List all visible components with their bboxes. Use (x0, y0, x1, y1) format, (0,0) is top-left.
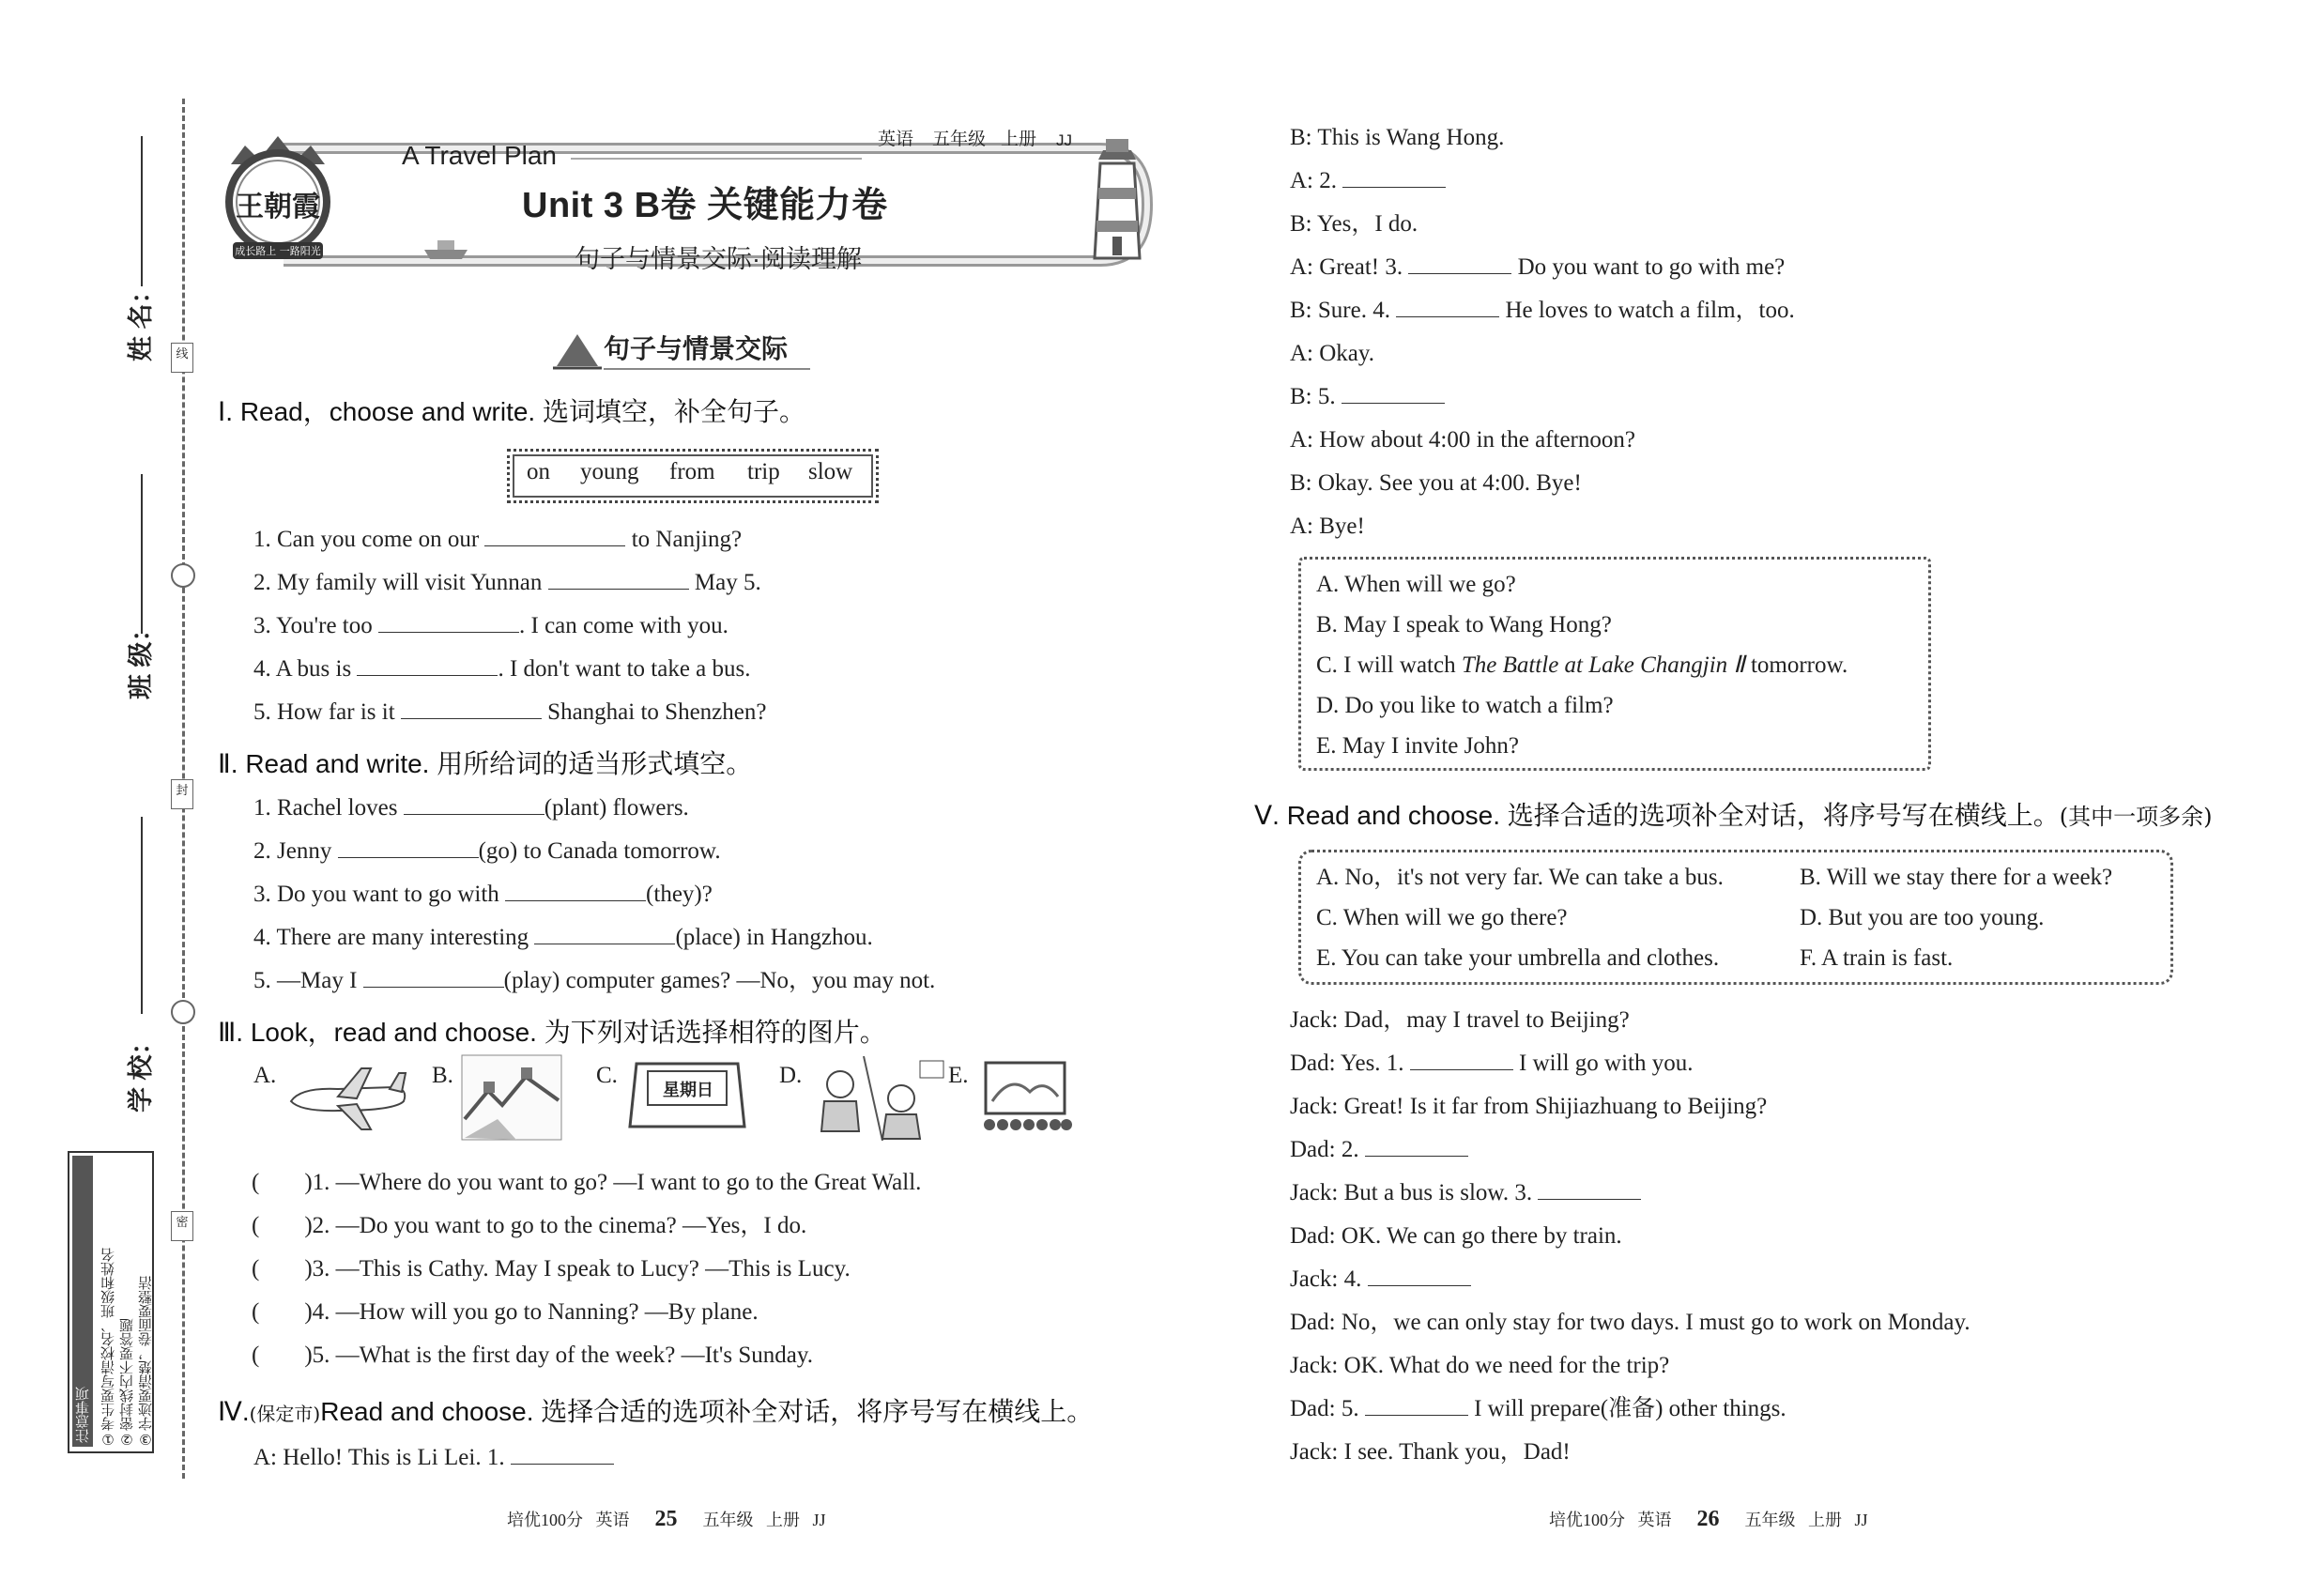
question-item: ( )5. —What is the first day of the week? —It's Sunday. (252, 1343, 813, 1368)
unit-topic: A Travel Plan (402, 141, 557, 170)
dialog-line: Jack: Great! Is it far from Shijiazhuang to Beijing? (1290, 1094, 1768, 1119)
question-item: ( )2. —Do you want to go to the cinema? —Yes，I do. (252, 1213, 807, 1238)
page-subtitle: 句子与情景交际·阅读理解 (575, 245, 862, 273)
header-meta-code: JJ (1056, 131, 1072, 149)
calendar-text: 星期日 (663, 1081, 713, 1100)
section-banner (549, 329, 831, 376)
header-meta-grade: 五年级 (932, 130, 987, 149)
answer-blank[interactable] (511, 1447, 614, 1465)
page-title: Unit 3 B卷 关键能力卷 (522, 186, 888, 225)
dialog-line: Dad: Yes. 1. I will go with you. (1290, 1051, 1694, 1076)
section-2-heading: Ⅱ. Read and write. 用所给词的适当形式填空。 (218, 749, 753, 778)
dialog-line: Dad: 5. I will prepare(准备) other things. (1290, 1396, 1786, 1421)
question-item: 4. A bus is . I don't want to take a bus. (253, 656, 751, 682)
dialog-line: B: Yes，I do. (1290, 211, 1418, 237)
option-item: E. May I invite John? (1316, 733, 1519, 759)
word-bank-item: slow (808, 459, 853, 484)
answer-blank[interactable] (1342, 386, 1445, 404)
option-item: B. May I speak to Wang Hong? (1316, 612, 1612, 637)
option-item: C. When will we go there? (1316, 905, 1568, 930)
word-bank-box (507, 449, 879, 503)
question-item: ( )3. —This is Cathy. May I speak to Lucy? —This is Lucy. (252, 1256, 851, 1281)
answer-blank[interactable] (1365, 1139, 1468, 1157)
option-item: B. Will we stay there for a week? (1800, 865, 2113, 890)
option-item: D. Do you like to watch a film? (1316, 693, 1614, 718)
dialog-line: Jack: 4. (1290, 1267, 1471, 1291)
ship-icon (422, 233, 469, 268)
word-bank-item: from (669, 459, 715, 484)
header-meta-term: 上册 (1001, 130, 1037, 149)
picture-letter: C. (596, 1063, 618, 1088)
question-item: 3. Do you want to go with (they)? (253, 882, 713, 907)
cut-mark-3: 密 (171, 1211, 193, 1241)
question-item: 1. Rachel loves (plant) flowers. (253, 795, 689, 821)
option-item: E. You can take your umbrella and clothes. (1316, 945, 1720, 971)
dialog-line: A: Okay. (1290, 341, 1375, 366)
answer-blank[interactable] (338, 840, 479, 858)
class-line (141, 474, 143, 634)
answer-blank[interactable] (378, 615, 519, 633)
brand-logo (212, 131, 344, 272)
question-item: 3. You're too . I can come with you. (253, 613, 728, 638)
dialog-line: A: 2. (1290, 169, 1446, 192)
plane-picture (282, 1059, 413, 1141)
answer-blank[interactable] (548, 572, 689, 590)
word-bank-item: trip (747, 459, 780, 484)
notice-3: ③字迹要清楚，卷面要整洁 (137, 1276, 154, 1448)
dialog-line: Dad: OK. We can go there by train. (1290, 1223, 1622, 1249)
picture-letter: D. (779, 1063, 803, 1088)
answer-blank[interactable] (401, 701, 542, 719)
notice-2: ②密封线内不要答题 (118, 1318, 135, 1448)
page-number: 25 (654, 1507, 678, 1531)
footer-right: 培优100分 英语 26 五年级 上册 JJ (1549, 1507, 1868, 1531)
answer-blank[interactable] (363, 970, 504, 988)
dialog-line: B: Okay. See you at 4:00. Bye! (1290, 470, 1582, 496)
answer-blank[interactable] (1365, 1398, 1468, 1416)
dialog-line: B: This is Wang Hong. (1290, 125, 1505, 150)
section-banner-title: 句子与情景交际 (604, 334, 789, 363)
section-5-heading: Ⅴ. Read and choose. 选择合适的选项补全对话，将序号写在横线上。(其中一项多余) (1254, 801, 2213, 830)
lighthouse-icon (1080, 131, 1155, 269)
dialog-line: A: Hello! This is Li Lei. 1. (253, 1446, 614, 1469)
question-item: 1. Can you come on our to Nanjing? (253, 527, 743, 552)
logo-ribbon: 成长路上 一路阳光 (235, 245, 321, 257)
dialog-line: Dad: No，we can only stay for two days. I must go to work on Monday. (1290, 1310, 1970, 1335)
question-item: 5. —May I (play) computer games? —No，you may not. (253, 968, 936, 993)
option-item: F. A train is fast. (1800, 945, 1954, 971)
question-item: ( )1. —Where do you want to go? —I want to go to the Great Wall. (252, 1170, 922, 1195)
answer-blank[interactable] (404, 797, 544, 815)
cut-circle-2 (171, 1000, 195, 1024)
notice-1: ①考生要写清校名、班级和姓名 (100, 1248, 116, 1448)
section-1-heading: Ⅰ. Read，choose and write. 选词填空，补全句子。 (218, 397, 805, 426)
word-bank-item: young (580, 459, 639, 484)
option-item: A. No，it's not very far. We can take a bus. (1316, 865, 1724, 890)
name-label: 姓 名： (127, 278, 155, 361)
header-meta-subject: 英语 (878, 130, 914, 149)
answer-blank[interactable] (505, 883, 646, 901)
option-item: A. When will we go? (1316, 572, 1516, 597)
answer-blank[interactable] (1342, 170, 1446, 188)
dialog-line: A: How about 4:00 in the afternoon? (1290, 427, 1635, 453)
picture-letter: E. (948, 1063, 969, 1088)
question-item: 2. Jenny (go) to Canada tomorrow. (253, 838, 721, 864)
word-bank-item: on (527, 459, 550, 484)
great-wall-picture (460, 1053, 563, 1149)
dialog-line: Jack: I see. Thank you，Dad! (1290, 1439, 1571, 1465)
class-label: 班 级： (127, 616, 155, 699)
binding-strip (0, 0, 188, 1596)
section-3-heading: Ⅲ. Look，read and choose. 为下列对话选择相符的图片。 (218, 1018, 886, 1047)
question-item: 4. There are many interesting (place) in Hangzhou. (253, 925, 873, 950)
dialog-line: Jack: But a bus is slow. 3. (1290, 1181, 1641, 1205)
school-label: 学 校： (127, 1029, 155, 1113)
logo-text: 王朝霞 (236, 191, 320, 223)
notice-box (68, 1151, 154, 1453)
calendar-picture (627, 1056, 747, 1133)
dialog-line: A: Great! 3. Do you want to go with me? (1290, 254, 1786, 280)
dialog-line: Jack: OK. What do we need for the trip? (1290, 1353, 1670, 1378)
option-item: D. But you are too young. (1800, 905, 2045, 930)
answer-blank[interactable] (1396, 299, 1499, 317)
dialog-line: A: Bye! (1290, 514, 1365, 539)
answer-blank[interactable] (1410, 1052, 1513, 1070)
answer-blank[interactable] (534, 927, 675, 944)
cinema-picture (978, 1059, 1072, 1143)
question-item: ( )4. —How will you go to Nanning? —By plane. (252, 1299, 759, 1325)
footer-left: 培优100分 英语 25 五年级 上册 JJ (507, 1507, 826, 1531)
answer-blank[interactable] (1538, 1182, 1641, 1200)
section-4-heading: Ⅳ.(保定市)Read and choose. 选择合适的选项补全对话，将序号写在横线上。 (218, 1397, 1094, 1426)
question-item: 2. My family will visit Yunnan May 5. (253, 570, 761, 595)
phone-call-picture (807, 1056, 948, 1147)
dialog-line: B: 5. (1290, 385, 1445, 408)
school-line (141, 817, 143, 1014)
picture-letter: B. (432, 1063, 453, 1088)
answer-blank[interactable] (357, 658, 498, 676)
answer-blank[interactable] (1368, 1268, 1471, 1286)
picture-letter: A. (253, 1063, 277, 1088)
cut-mark-1: 线 (171, 343, 193, 373)
cut-circle-1 (171, 563, 195, 588)
answer-blank[interactable] (1408, 256, 1511, 274)
page-number: 26 (1696, 1507, 1720, 1531)
dialog-line: Jack: Dad，may I travel to Beijing? (1290, 1007, 1630, 1033)
dialog-line: B: Sure. 4. He loves to watch a film，too. (1290, 298, 1795, 323)
name-line (141, 136, 143, 286)
notice-title: 注意事项 (72, 1156, 93, 1447)
question-item: 5. How far is it Shanghai to Shenzhen? (253, 699, 767, 725)
option-item: C. I will watch The Battle at Lake Changjin Ⅱ tomorrow. (1316, 652, 1848, 678)
dialog-line: Dad: 2. (1290, 1138, 1468, 1161)
answer-blank[interactable] (484, 529, 625, 546)
header-divider (571, 158, 862, 160)
cut-mark-2: 封 (171, 779, 193, 809)
